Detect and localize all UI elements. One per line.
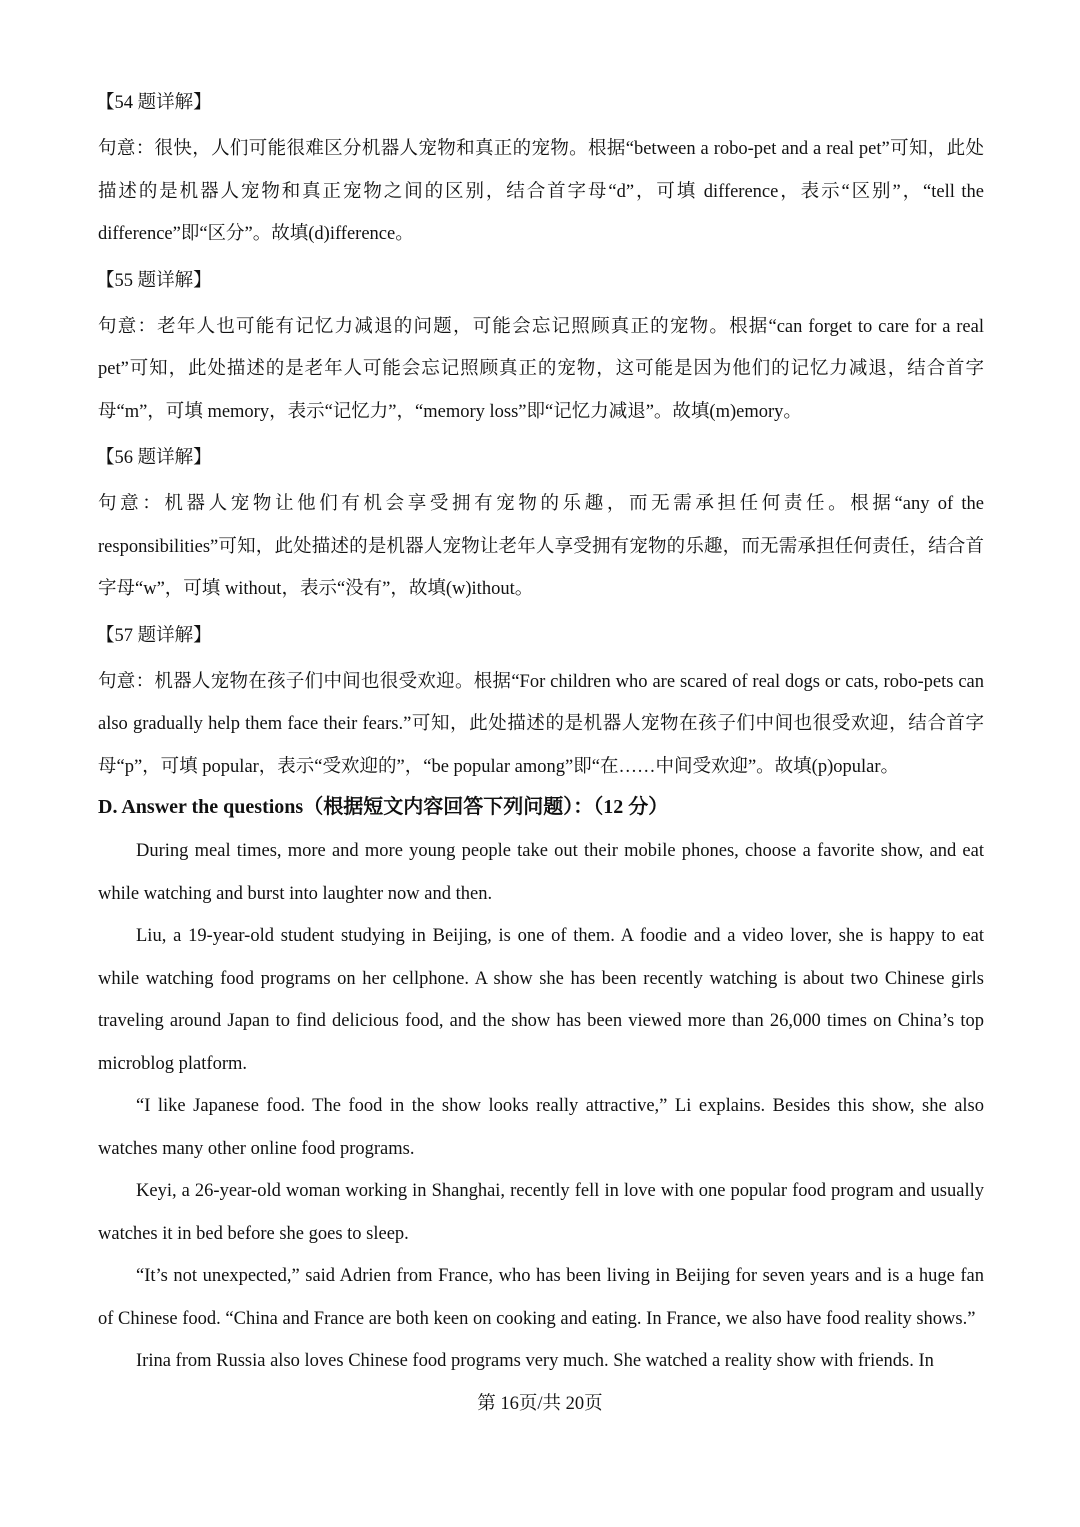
explanation-heading: 【57 题详解】 xyxy=(96,625,212,646)
reading-passage xyxy=(98,830,984,1383)
passage-paragraph: During meal times, more and more young people take out their mobile phones, choose a favorite show, and eat while watching and burst into laughter now and then. xyxy=(98,841,984,904)
explanation-54 xyxy=(98,86,984,256)
section-title-cn: （根据短文内容回答下列问题）：（12 分） xyxy=(303,796,669,818)
explanation-text: 句意：机器人宠物让他们有机会享受拥有宠物的乐趣，而无需承担任何责任。根据“any of the responsibilities”可知，此处描述的是机器人宠物让老年人享受拥有宠物的乐趣，而无需承担任何责任，结合首字母“w”，可填 without，表示“没有”，故填(w)ithout。 xyxy=(98,494,984,599)
explanation-heading: 【54 题详解】 xyxy=(96,93,212,113)
explanation-heading: 【56 题详解】 xyxy=(96,448,212,468)
passage-paragraph: Liu, a 19-year-old student studying in Beijing, is one of them. A foodie and a video lover, she is happy to eat while watching food programs on her cellphone. A show she has been recently watching is about two Chinese girls traveling around Japan to find delicious food, and the show has been viewed more than 26,000 times on China’s top microblog platform. xyxy=(98,926,984,1074)
passage-paragraph: “I like Japanese food. The food in the show looks really attractive,” Li explains. Besides this show, she also watches many other online food programs. xyxy=(98,1096,984,1159)
passage-paragraph: Irina from Russia also loves Chinese food programs very much. She watched a reality show with friends. In xyxy=(136,1351,934,1371)
section-title xyxy=(98,788,984,826)
explanation-text: 句意：老年人也可能有记忆力减退的问题，可能会忘记照顾真正的宠物。根据“can forget to care for a real pet”可知，此处描述的是老年人可能会忘记照顾真正的宠物，这可能是因为他们的记忆力减退，结合首字母“m”，可填 memory，表示“记忆力”，“memory loss”即“记忆力减退”。故填(m)emory。 xyxy=(98,316,984,422)
explanation-56 xyxy=(98,441,984,611)
page-number: 第 16页/共 20页 xyxy=(477,1394,603,1414)
section-title-en: D. Answer the questions xyxy=(98,796,304,818)
passage-paragraph: “It’s not unexpected,” said Adrien from France, who has been living in Beijing for seven years and is a huge fan of Chinese food. “China and France are both keen on cooking and eating. In France, we also have food reality shows.” xyxy=(98,1266,984,1329)
passage-paragraph: Keyi, a 26-year-old woman working in Shanghai, recently fell in love with one popular food program and usually watches it in bed before she goes to sleep. xyxy=(98,1181,984,1244)
explanation-text: 句意：机器人宠物在孩子们中间也很受欢迎。根据“For children who are scared of real dogs or cats, robo-pets can also gradually help them face their fears.”可知，此处描述的是机器人宠物在孩子们中间也很受欢迎，结合首字母“p”，可填 popular，表示“受欢迎的”，“be popular among”即“在……中间受欢迎”。故填(p)opular。 xyxy=(98,671,984,777)
document-page xyxy=(98,86,984,1383)
explanation-heading: 【55 题详解】 xyxy=(96,270,212,291)
explanation-57 xyxy=(98,619,984,789)
explanation-text: 句意：很快，人们可能很难区分机器人宠物和真正的宠物。根据“between a robo-pet and a real pet”可知，此处描述的是机器人宠物和真正宠物之间的区别，结合首字母“d”，可填 difference，表示“区别”，“tell the difference”即“区分”。故填(d)ifference。 xyxy=(98,139,984,244)
explanation-55 xyxy=(98,264,984,434)
